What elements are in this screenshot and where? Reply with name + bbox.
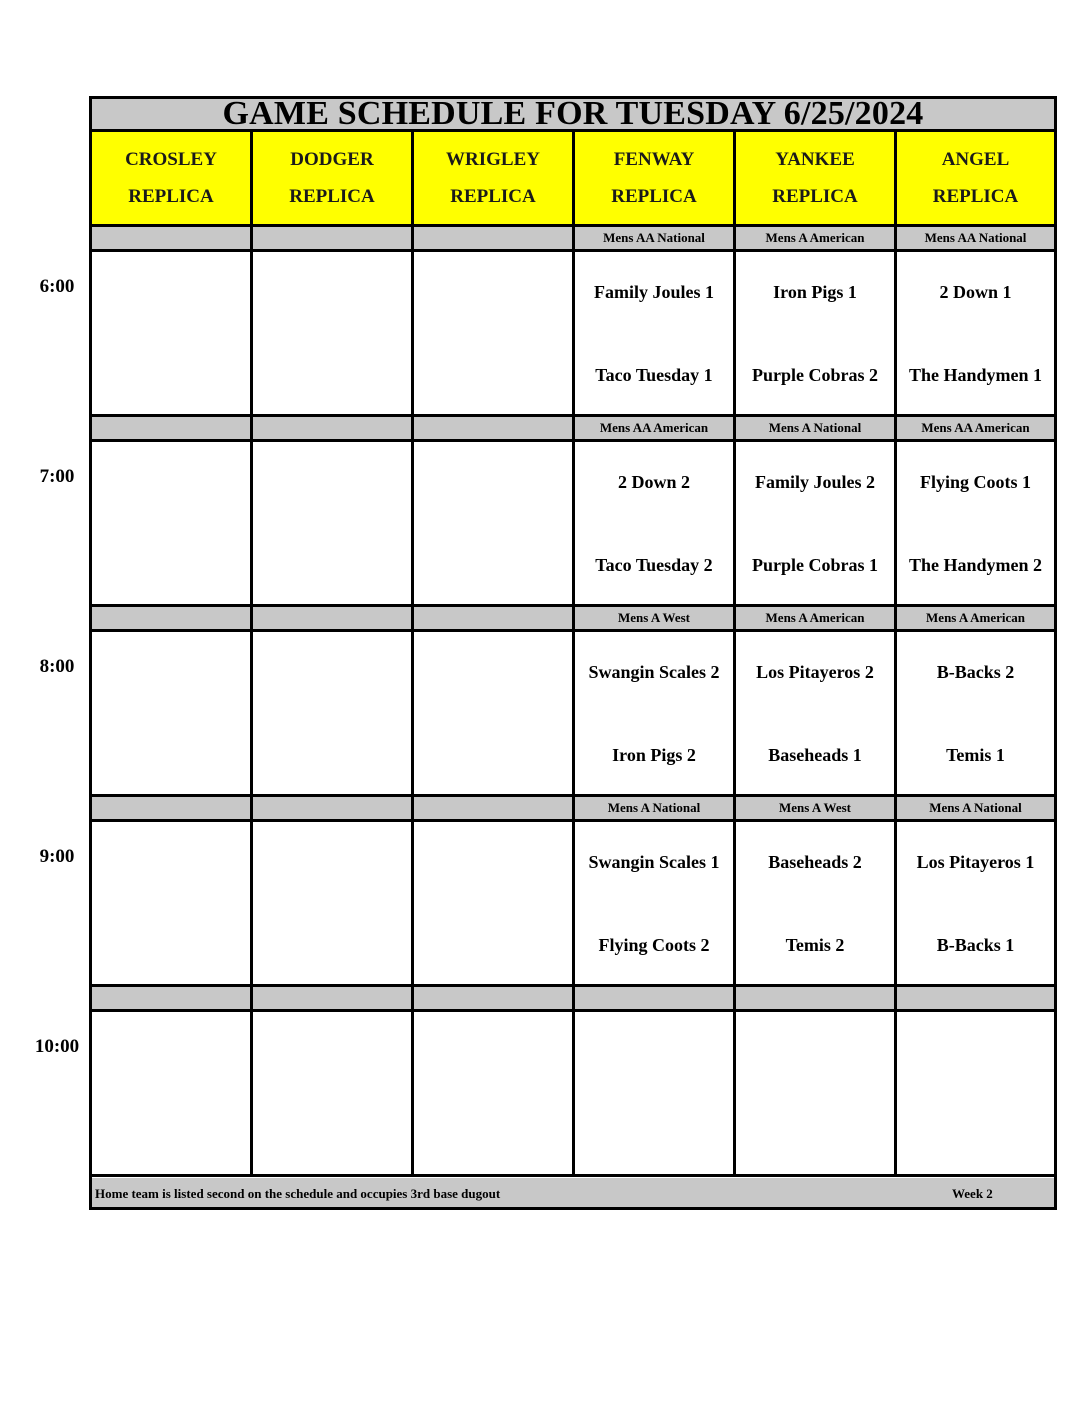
away-team: Flying Coots 1 [919, 472, 1031, 492]
away-team: 2 Down 2 [617, 472, 690, 492]
division-label [92, 227, 253, 252]
game-cell [575, 442, 736, 607]
away-team: Iron Pigs 1 [773, 282, 857, 302]
time-label: 7:00 [39, 466, 75, 487]
away-team: B-Backs 2 [936, 662, 1015, 682]
home-team: Temis 1 [946, 745, 1005, 765]
division-label [414, 417, 575, 442]
division-label [736, 987, 897, 1012]
division-label: Mens A National [736, 417, 897, 442]
time-label: 8:00 [39, 656, 75, 677]
away-team: Swangin Scales 1 [588, 852, 720, 872]
away-team: Family Joules 1 [594, 282, 714, 302]
division-label [253, 607, 414, 632]
field-header [253, 132, 414, 227]
game-cell [253, 442, 414, 607]
game-cell [253, 632, 414, 797]
game-cell [736, 822, 897, 987]
division-label: Mens A West [575, 607, 736, 632]
field-name: DODGER [290, 149, 374, 170]
division-label [414, 227, 575, 252]
division-label [897, 987, 1054, 1012]
home-team: The Handymen 2 [908, 555, 1043, 575]
home-team: Taco Tuesday 1 [595, 365, 713, 385]
home-team: Temis 2 [785, 935, 845, 955]
schedule-table [89, 96, 1057, 1210]
division-label [414, 607, 575, 632]
game-cell [575, 822, 736, 987]
division-label: Mens AA National [575, 227, 736, 252]
field-header [897, 132, 1054, 227]
game-cell [897, 252, 1054, 417]
time-label: 6:00 [39, 276, 75, 297]
footer-note: Home team is listed second on the schedule and occupies 3rd base dugout [95, 1186, 501, 1201]
game-cell [414, 1012, 575, 1177]
field-name: CROSLEY [125, 149, 217, 170]
division-label: Mens A American [736, 607, 897, 632]
week-label: Week 2 [952, 1186, 993, 1201]
time-label: 10:00 [34, 1036, 80, 1057]
division-label: Mens AA American [575, 417, 736, 442]
away-team: 2 Down 1 [939, 282, 1012, 302]
game-cell [414, 632, 575, 797]
field-name: WRIGLEY [446, 149, 540, 170]
field-subtitle: REPLICA [772, 186, 858, 207]
time-label: 9:00 [39, 846, 75, 867]
division-label [253, 797, 414, 822]
game-cell [92, 442, 253, 607]
game-cell [253, 252, 414, 417]
field-header [575, 132, 736, 227]
division-label [414, 797, 575, 822]
game-cell [736, 1012, 897, 1177]
field-name: YANKEE [775, 149, 855, 170]
game-cell [736, 252, 897, 417]
schedule-title: GAME SCHEDULE FOR TUESDAY 6/25/2024 [92, 99, 1054, 132]
division-label [92, 797, 253, 822]
division-label: Mens AA National [897, 227, 1054, 252]
field-header [414, 132, 575, 227]
home-team: Purple Cobras 1 [752, 555, 878, 575]
division-label: Mens A National [897, 797, 1054, 822]
away-team: Los Pitayeros 2 [756, 662, 874, 682]
division-label: Mens A American [897, 607, 1054, 632]
home-team: Flying Coots 2 [598, 935, 710, 955]
game-cell [736, 442, 897, 607]
division-label [575, 987, 736, 1012]
game-cell [253, 822, 414, 987]
division-label [92, 987, 253, 1012]
field-subtitle: REPLICA [128, 186, 214, 207]
game-cell [897, 632, 1054, 797]
game-cell [897, 442, 1054, 607]
division-label: Mens A National [575, 797, 736, 822]
game-cell [575, 252, 736, 417]
home-team: B-Backs 1 [936, 935, 1015, 955]
game-cell [575, 1012, 736, 1177]
field-subtitle: REPLICA [450, 186, 536, 207]
game-cell [92, 1012, 253, 1177]
division-label [414, 987, 575, 1012]
away-team: Family Joules 2 [755, 472, 875, 492]
field-name: ANGEL [941, 149, 1010, 170]
division-label [253, 987, 414, 1012]
division-label [92, 607, 253, 632]
home-team: Baseheads 1 [768, 745, 862, 765]
division-label [253, 417, 414, 442]
division-label: Mens AA American [897, 417, 1054, 442]
game-cell [92, 632, 253, 797]
home-team: Purple Cobras 2 [752, 365, 878, 385]
game-cell [414, 252, 575, 417]
division-label: Mens A American [736, 227, 897, 252]
away-team: Swangin Scales 2 [588, 662, 720, 682]
game-cell [897, 822, 1054, 987]
field-subtitle: REPLICA [289, 186, 375, 207]
field-subtitle: REPLICA [932, 186, 1019, 207]
division-label [253, 227, 414, 252]
field-subtitle: REPLICA [611, 186, 697, 207]
division-label: Mens A West [736, 797, 897, 822]
field-header [92, 132, 253, 227]
game-cell [414, 822, 575, 987]
game-cell [92, 252, 253, 417]
game-cell [575, 632, 736, 797]
away-team: Los Pitayeros 1 [916, 852, 1035, 872]
home-team: The Handymen 1 [908, 365, 1043, 385]
game-cell [736, 632, 897, 797]
game-cell [92, 822, 253, 987]
home-team: Taco Tuesday 2 [595, 555, 713, 575]
game-cell [253, 1012, 414, 1177]
field-name: FENWAY [613, 149, 695, 170]
away-team: Baseheads 2 [768, 852, 862, 872]
division-label [92, 417, 253, 442]
field-header [736, 132, 897, 227]
footer-band [92, 1178, 1054, 1207]
home-team: Iron Pigs 2 [612, 745, 696, 765]
game-cell [414, 442, 575, 607]
game-cell [897, 1012, 1054, 1177]
